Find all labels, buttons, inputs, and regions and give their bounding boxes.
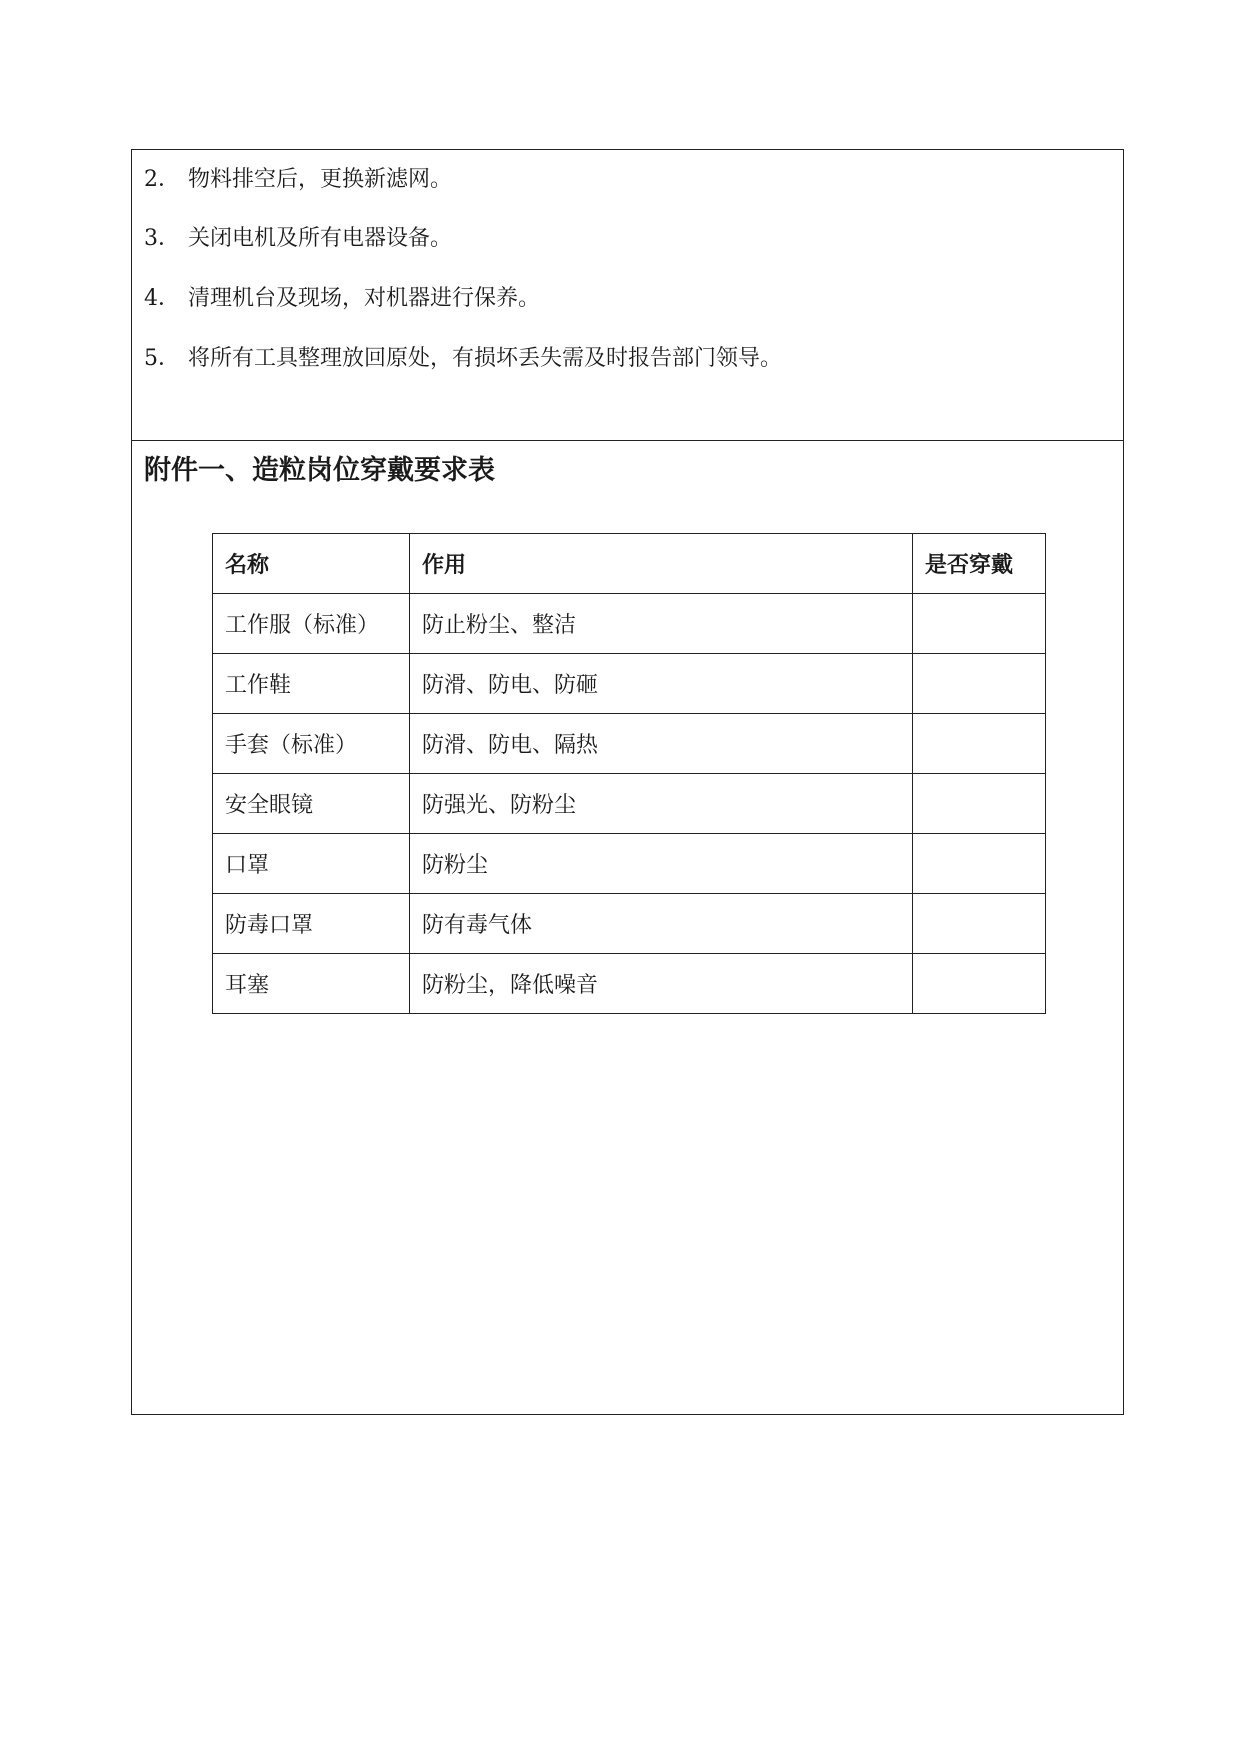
item-name: 手套（标准）: [213, 714, 410, 774]
item-purpose: 防止粉尘、整洁: [410, 594, 913, 654]
item-purpose: 防粉尘: [410, 834, 913, 894]
step-text: 清理机台及现场，对机器进行保养。: [188, 286, 541, 311]
item-worn[interactable]: [913, 714, 1046, 774]
table-row: [213, 774, 1046, 834]
item-purpose: 防强光、防粉尘: [410, 774, 913, 834]
item-purpose: 防粉尘，降低噪音: [410, 954, 913, 1014]
table-row: [213, 714, 1046, 774]
table-row: [213, 894, 1046, 954]
step-item: [144, 224, 452, 254]
item-purpose: 防滑、防电、防砸: [410, 654, 913, 714]
item-worn[interactable]: [913, 954, 1046, 1014]
step-text: 将所有工具整理放回原处，有损坏丢失需及时报告部门领导。: [188, 346, 783, 371]
item-name: 防毒口罩: [213, 894, 410, 954]
item-name: 安全眼镜: [213, 774, 410, 834]
table-row: [213, 954, 1046, 1014]
item-name: 耳塞: [213, 954, 410, 1014]
item-purpose: 防滑、防电、隔热: [410, 714, 913, 774]
item-worn[interactable]: [913, 834, 1046, 894]
item-worn[interactable]: [913, 654, 1046, 714]
step-item: [144, 344, 782, 374]
item-name: 工作鞋: [213, 654, 410, 714]
table-row: [213, 834, 1046, 894]
step-item: [144, 284, 540, 314]
step-number: 4．: [144, 286, 180, 311]
step-text: 物料排空后，更换新滤网。: [188, 167, 453, 192]
item-name: 口罩: [213, 834, 410, 894]
step-number: 2．: [144, 167, 180, 192]
table-header-row: [213, 534, 1046, 594]
document-frame: [131, 149, 1124, 1415]
step-text: 关闭电机及所有电器设备。: [188, 226, 453, 251]
step-number: 3．: [144, 226, 180, 251]
table-row: [213, 594, 1046, 654]
item-purpose: 防有毒气体: [410, 894, 913, 954]
item-worn[interactable]: [913, 594, 1046, 654]
step-item: [144, 165, 452, 195]
header-worn: 是否穿戴: [913, 534, 1046, 594]
attachment-title: 附件一、造粒岗位穿戴要求表: [144, 455, 495, 486]
item-name: 工作服（标准）: [213, 594, 410, 654]
item-worn[interactable]: [913, 774, 1046, 834]
wear-requirements-table: [212, 533, 1046, 1014]
header-name: 名称: [213, 534, 410, 594]
step-number: 5．: [144, 346, 180, 371]
table-row: [213, 654, 1046, 714]
procedure-steps: [132, 150, 1123, 441]
header-purpose: 作用: [410, 534, 913, 594]
item-worn[interactable]: [913, 894, 1046, 954]
